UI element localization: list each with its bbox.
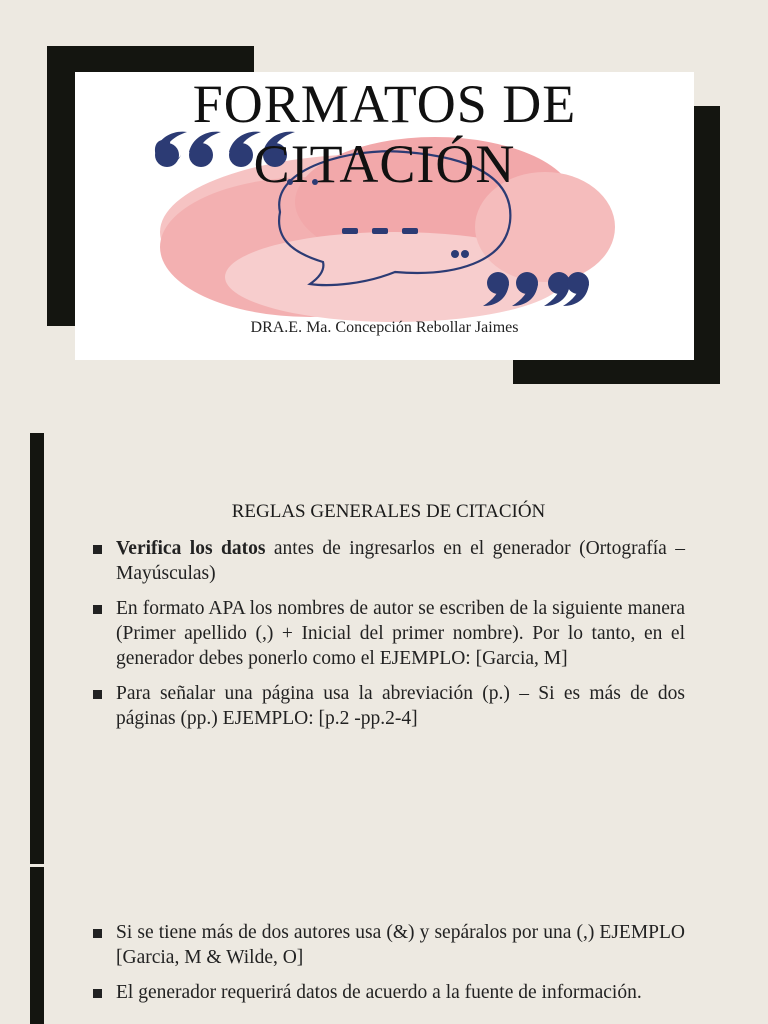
rules-list-continued bbox=[92, 920, 685, 1015]
accent-bar-bottom bbox=[30, 867, 44, 1024]
title-card bbox=[75, 72, 694, 360]
ellipsis-dash-3 bbox=[402, 228, 418, 234]
bullet-text: Si se tiene más de dos autores usa (&) y sepáralos por una (,) EJEMPLO [Garcia, M & Wilde, O] bbox=[116, 922, 685, 968]
title-line-1: FORMATOS DE bbox=[192, 74, 577, 134]
ellipsis-dash-2 bbox=[372, 228, 388, 234]
rules-heading: REGLAS GENERALES DE CITACIÓN bbox=[231, 501, 546, 522]
bullet-square-icon bbox=[93, 929, 102, 938]
rules-list bbox=[92, 536, 685, 741]
bullet-square-icon bbox=[93, 545, 102, 554]
bullet-text: Para señalar una página usa la abreviación (p.) – Si es más de dos páginas (pp.) EJEMPLO: [p.2 -pp.2-4] bbox=[116, 683, 685, 729]
list-item bbox=[92, 920, 685, 970]
list-item bbox=[92, 681, 685, 731]
bullet-square-icon bbox=[93, 989, 102, 998]
bullet-square-icon bbox=[93, 690, 102, 699]
list-item bbox=[92, 536, 685, 586]
title-slide bbox=[0, 0, 768, 415]
list-item bbox=[92, 596, 685, 671]
rules-slide bbox=[0, 415, 768, 1024]
bullet-text: antes de ingresarlos en el generador (Ortografía – Mayúsculas) bbox=[116, 538, 685, 584]
accent-bar-top bbox=[30, 433, 44, 864]
bullet-bold-text: Verifica los datos bbox=[116, 538, 266, 559]
bullet-text: En formato APA los nombres de autor se escriben de la siguiente manera (Primer apellido (,) + Inicial del primer nombre). Por lo tanto, en el generador debes ponerlo como el EJEMPLO: [Garcia, M] bbox=[116, 598, 685, 669]
bullet-text: El generador requerirá datos de acuerdo a la fuente de información. bbox=[116, 982, 642, 1003]
bullet-square-icon bbox=[93, 605, 102, 614]
list-item bbox=[92, 980, 685, 1005]
author-name: DRA.E. Ma. Concepción Rebollar Jaimes bbox=[250, 319, 519, 336]
ellipsis-dash-1 bbox=[342, 228, 358, 234]
title-line-2: CITACIÓN bbox=[253, 134, 516, 194]
slide-title bbox=[75, 74, 694, 194]
